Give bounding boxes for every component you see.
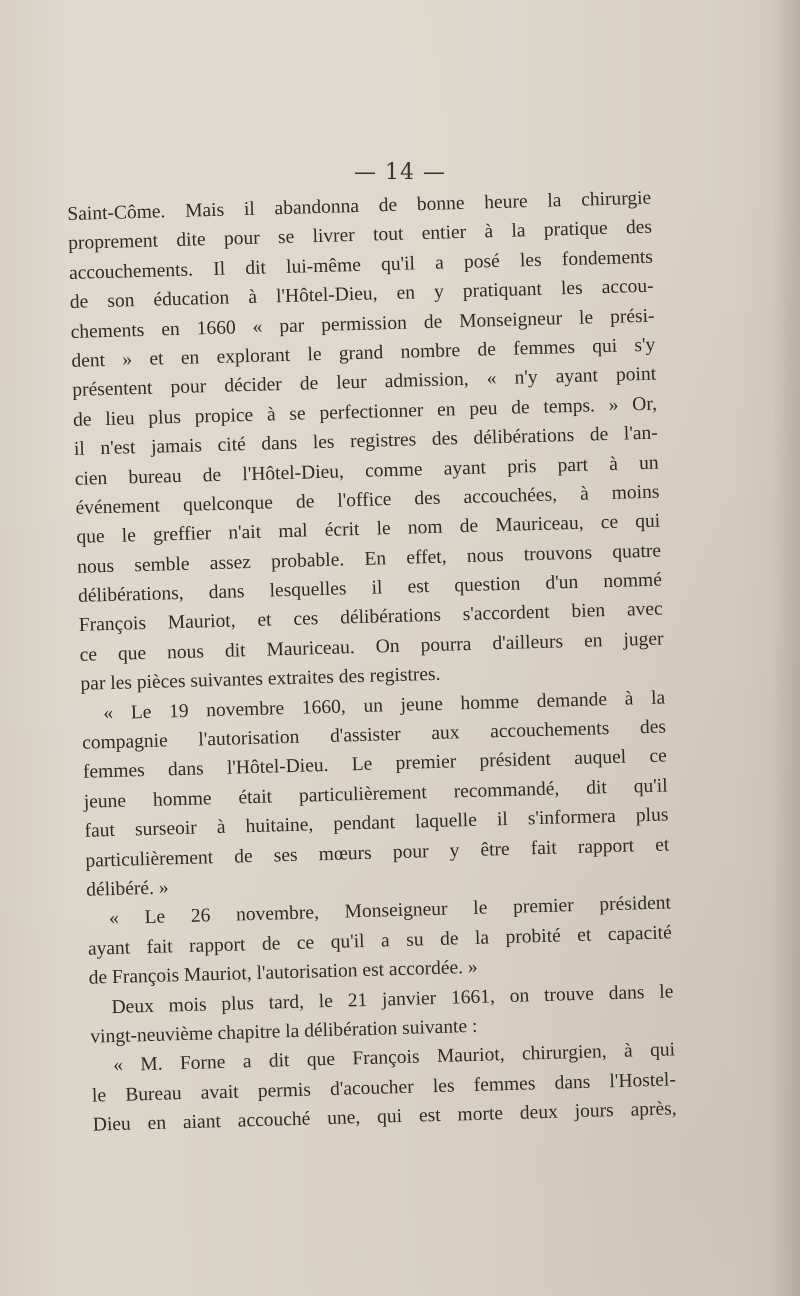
text-line: dent » et en explorant le grand nombre de femmes qui s'y (71, 334, 656, 372)
text-line: de lieu plus propice à se perfectionner en peu de temps. » Or, (72, 393, 658, 431)
body-text (67, 184, 677, 1140)
text-line: particulièrement de ses mœurs pour y être fait rapport et (85, 834, 670, 872)
text-line: François Mauriot, et ces délibérations s'accordent bien avec (78, 599, 663, 637)
text-line: jeune homme était particulièrement recommandé, dit qu'il (83, 775, 668, 813)
text-line: « Le 26 novembre, Monseigneur le premier président (108, 892, 672, 930)
text-line: que le greffier n'ait mal écrit le nom de Mauriceau, ce qui (76, 510, 661, 549)
text-line: cien bureau de l'Hôtel-Dieu, comme ayant pris part à un (74, 452, 659, 490)
text-line: le Bureau avait permis d'acoucher les femmes dans l'Hostel- (91, 1069, 677, 1107)
text-line: proprement dite pour se livrer tout entier à la pratique des (67, 217, 653, 255)
text-line: compagnie l'autorisation d'assister aux accouchements des (81, 716, 667, 754)
text-line: délibérations, dans lesquelles il est question d'un nommé (77, 569, 663, 607)
text-line: par les pièces suivantes extraites des registres. (80, 664, 441, 696)
page-number: — 14 — (354, 160, 446, 185)
text-line: accouchements. Il dit lui-même qu'il a posé les fondements (68, 246, 654, 284)
text-line: délibéré. » (85, 877, 169, 901)
text-line: Saint-Côme. Mais il abandonna de bonne heure la chirurgie (67, 187, 652, 225)
text-line: chements en 1660 « par permission de Monseigneur le prési- (70, 305, 655, 343)
text-line: de son éducation à l'Hôtel-Dieu, en y pratiquant les accou- (69, 275, 654, 314)
text-line: femmes dans l'Hôtel-Dieu. Le premier président auquel ce (82, 745, 668, 784)
text-line: Dieu en aiant accouché une, qui est morte deux jours après, (92, 1098, 677, 1136)
text-line: événement quelconque de l'office des accouchées, à moins (75, 481, 660, 519)
text-line: de François Mauriot, l'autorisation est accordée. » (88, 956, 478, 989)
text-line: vingt-neuvième chapitre la délibération suivante : (90, 1015, 478, 1048)
text-line: « Le 19 novembre 1660, un jeune homme demande à la (103, 687, 666, 724)
text-line: ayant fait rapport de ce qu'il a su de la probité et capacité (87, 922, 672, 960)
text-line: nous semble assez probable. En effet, nous trouvons quatre (76, 540, 662, 578)
text-line: présentent pour décider de leur admission, « n'y ayant point (72, 363, 657, 402)
text-line: faut surseoir à huitaine, pendant laquelle il s'informera plus (84, 804, 669, 842)
text-line: Deux mois plus tard, le 21 janvier 1661, on trouve dans le (111, 980, 674, 1018)
text-line: ce que nous dit Mauriceau. On pourra d'ailleurs en juger (79, 628, 664, 666)
text-line: « M. Forne a dit que François Mauriot, chirurgien, à qui (112, 1039, 676, 1077)
text-line: il n'est jamais cité dans les registres des délibérations de l'an- (73, 422, 659, 461)
page-edge-shadow (772, 0, 800, 1296)
